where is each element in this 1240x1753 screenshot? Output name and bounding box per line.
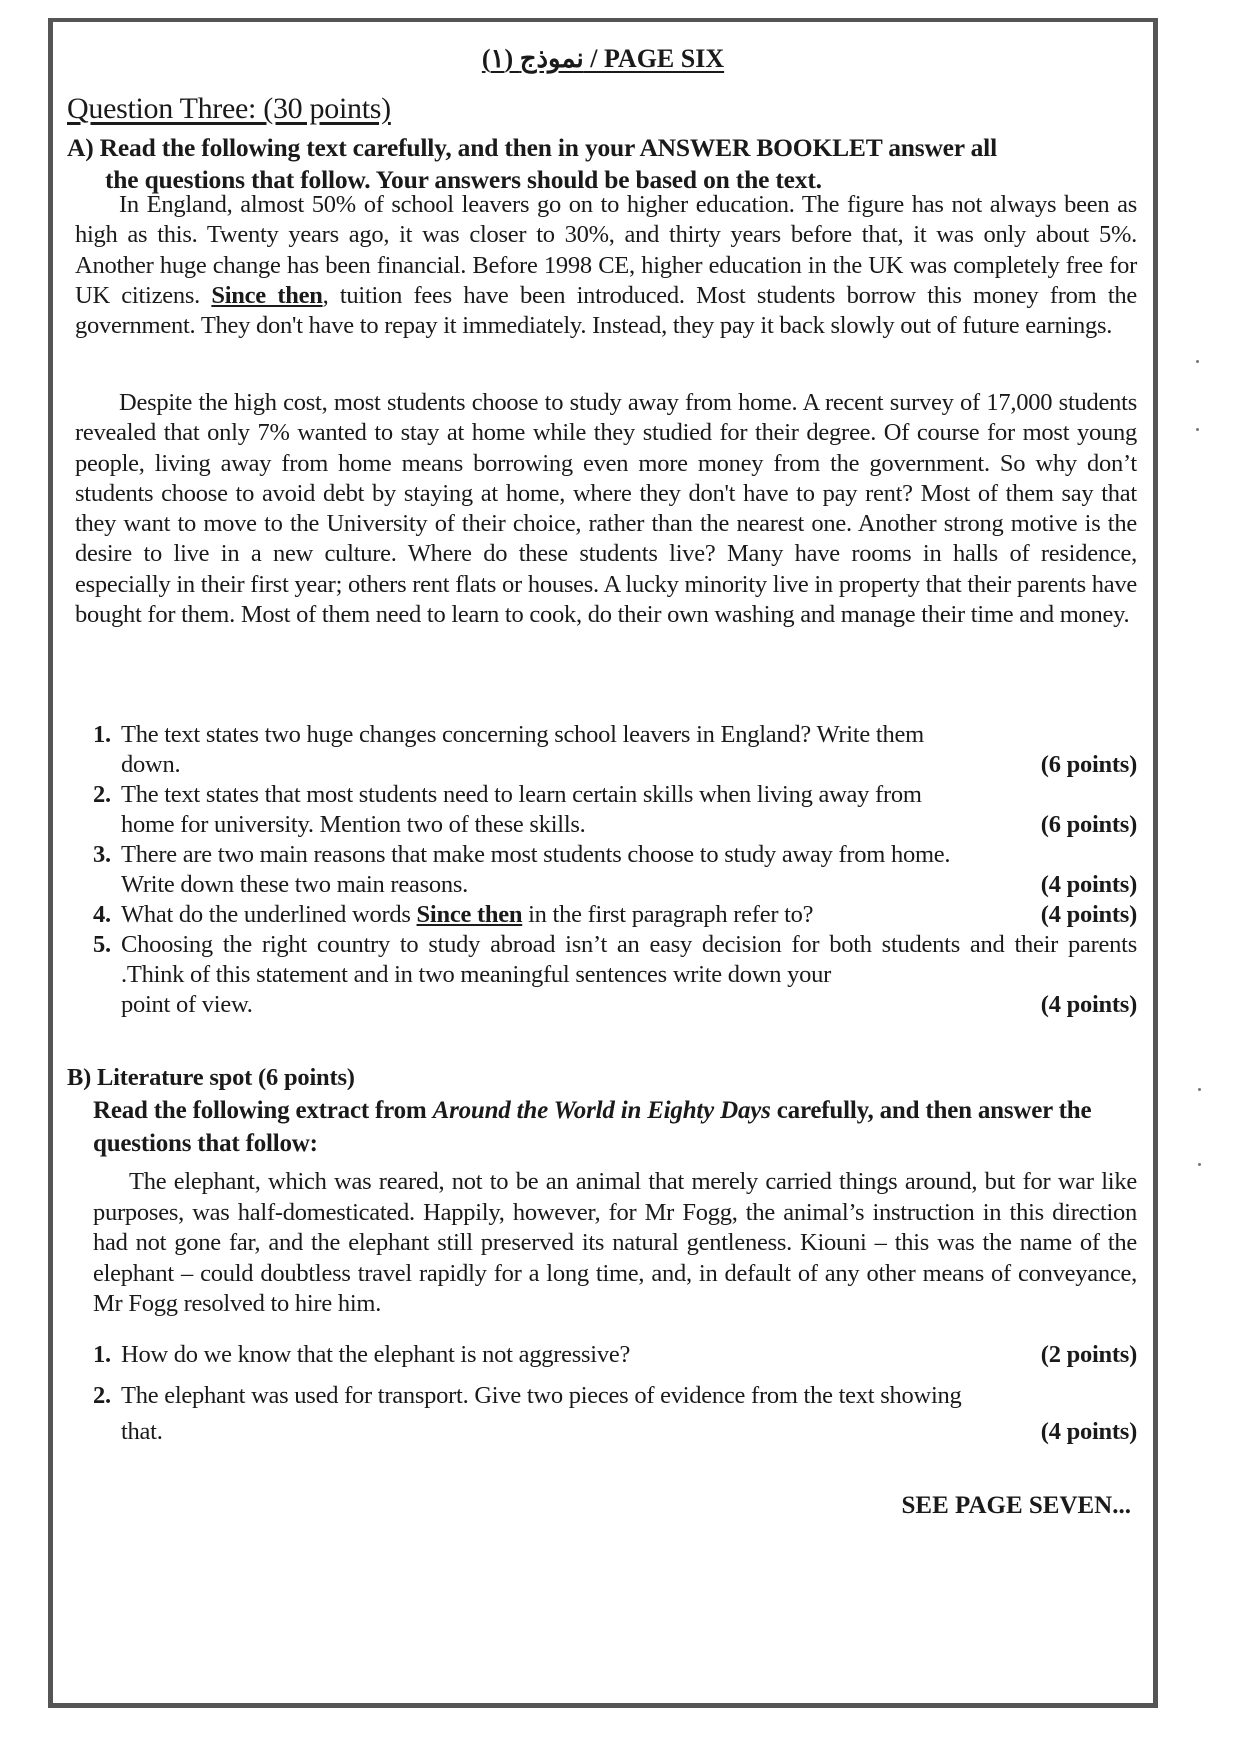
section-b-questions — [93, 1340, 1137, 1450]
points-label: (6 points) — [1040, 751, 1137, 778]
points-label: (4 points) — [1040, 871, 1137, 898]
scan-speck — [1198, 1088, 1201, 1091]
paragraph-text: In England, almost 50% of school leavers go on to higher education. The figure has not always been as high as this. Twenty years ago, it was closer to 30%, and thirty years before that, it was only about 5%. Another huge change has been financial. Before 1998 CE, higher education in the UK was completely free for UK citizens. — [75, 191, 1137, 309]
question-number: 3. — [93, 841, 111, 868]
see-next-page-note: SEE PAGE SEVEN... — [901, 1492, 1131, 1519]
instruction-line-2: the questions that follow. Your answers should be based on the text. — [105, 165, 822, 194]
points-label: (4 points) — [1040, 901, 1137, 928]
question-item-2 — [93, 780, 1137, 840]
question-text: Choosing the right country to study abroad isn’t an easy decision for both students and — [121, 931, 1005, 958]
book-title: Around the World in Eighty Days — [432, 1097, 771, 1124]
question-text: in the first paragraph refer to? — [522, 901, 814, 928]
question-text: What do the underlined words — [121, 901, 417, 928]
points-label: (4 points) — [1040, 991, 1137, 1018]
lit-question-item-2 — [93, 1378, 1137, 1450]
question-number: 5. — [93, 931, 111, 958]
question-number: 1. — [93, 721, 111, 748]
paragraph-text: , tuition fees have been introduced. Most students borrow this money from the government. They don't have to repay it immediately. Instead, they pay it back slowly out of future earnings. — [75, 281, 1138, 340]
underlined-phrase: Since then — [416, 901, 523, 928]
lit-question-item-1 — [93, 1340, 1137, 1370]
question-text: The elephant was used for transport. Give two pieces of evidence from the text showing — [121, 1382, 962, 1409]
question-text: their parents .Think of this statement and in two meaningful sentences write down your — [121, 931, 1137, 988]
section-a-questions — [93, 720, 1137, 1020]
question-number: 2. — [93, 1382, 111, 1409]
question-heading: Question Three: (30 points) — [67, 92, 391, 125]
section-b-instructions — [93, 1094, 1137, 1160]
scan-speck — [1198, 1163, 1201, 1166]
question-item-1 — [93, 720, 1137, 780]
exam-page-frame — [48, 18, 1158, 1708]
points-label: (4 points) — [1040, 1418, 1137, 1445]
scan-speck — [1196, 428, 1199, 431]
section-a-instructions — [67, 132, 1137, 196]
question-text: down. — [121, 751, 181, 778]
page-title-text: (١) نموذج / PAGE SIX — [481, 44, 725, 73]
question-number: 2. — [93, 781, 111, 808]
question-text: There are two main reasons that make most students choose to study away from home. — [121, 841, 951, 868]
question-number: 4. — [93, 901, 111, 928]
question-text: home for university. Mention two of these skills. — [121, 811, 586, 838]
question-text: The text states two huge changes concerning school leavers in England? Write them — [121, 721, 924, 748]
question-item-3 — [93, 840, 1137, 900]
question-item-5 — [93, 930, 1137, 1020]
instruction-text: Read the following extract from — [93, 1097, 433, 1124]
section-b-heading: B) Literature spot (6 points) — [67, 1064, 355, 1091]
instruction-text: carefully, and then answer the questions that follow: — [93, 1097, 1092, 1157]
question-text: Write down these two main reasons. — [121, 871, 469, 898]
points-label: (2 points) — [1040, 1341, 1137, 1368]
page-title — [53, 44, 1153, 74]
question-text: The text states that most students need to learn certain skills when living away from — [121, 781, 922, 808]
question-text: that. — [121, 1418, 163, 1445]
reading-paragraph-1 — [75, 190, 1137, 341]
reading-paragraph-2: Despite the high cost, most students choose to study away from home. A recent survey of 17,000 students revealed that only 7% wanted to stay at home while they studied for their degree. Of course for most young people, living away from home means borrowing even more money from the government. So why don’t students choose to avoid debt by staying at home, where they don't have to pay rent? Most of them say that they want to move to the University of their choice, rather than the nearest one. Another strong motive is the desire to live in a new culture. Where do these students live? Many have rooms in halls of residence, especially in their first year; others rent flats or houses. A lucky minority live in property that their parents have bought for them. Most of them need to learn to cook, do their own washing and manage their time and money. — [75, 389, 1137, 629]
question-text: point of view. — [121, 991, 253, 1018]
underlined-phrase: Since then — [211, 281, 323, 309]
scan-speck — [1196, 360, 1199, 363]
instruction-line-1: A) Read the following text carefully, and then in your ANSWER BOOKLET answer all — [67, 133, 997, 162]
literature-extract: The elephant, which was reared, not to be an animal that merely carried things around, but for war like purposes, was half-domesticated. Happily, however, for Mr Fogg, the animal’s instruction in this direction had not gone far, and the elephant still preserved its natural gentleness. Kiouni – this was the name of the elephant – could doubtless travel rapidly for a long time, and, in default of any other means of conveyance, Mr Fogg resolved to hire him. — [93, 1168, 1137, 1317]
question-item-4 — [93, 900, 1137, 930]
question-text: How do we know that the elephant is not aggressive? — [121, 1341, 631, 1368]
question-number: 1. — [93, 1341, 111, 1368]
points-label: (6 points) — [1040, 811, 1137, 838]
